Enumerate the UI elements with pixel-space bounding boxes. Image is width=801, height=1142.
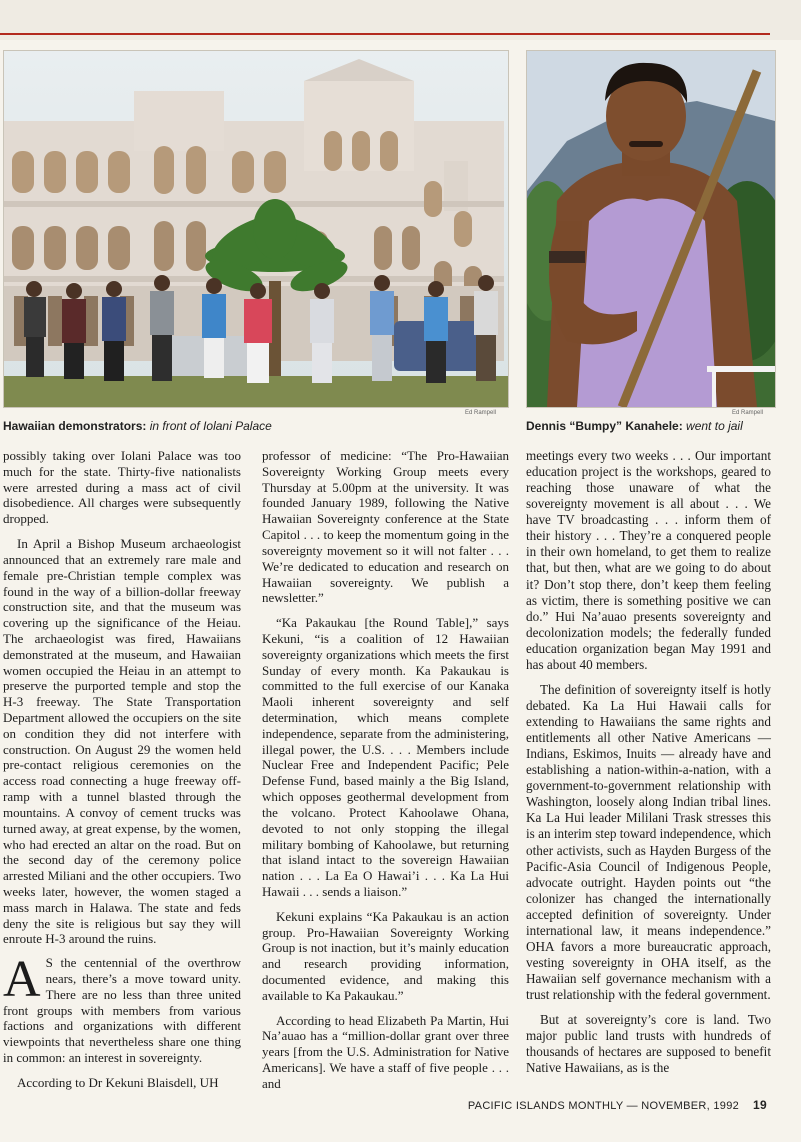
photo-iolani-palace: [3, 50, 509, 408]
col2-paragraph: professor of medicine: “The Pro-Hawaiian Sovereignty Working Group meets every Thursday at 5.00pm at the university. It was founded January 1989, following the Native Hawaiian Sovereignty conference at the State Capitol . . . to keep the momentum going in the sovereignty movement so it will not falter . . . We’re dedicated to education and research on Hawaiian sovereignty. We publish a newsletter.”: [262, 448, 509, 606]
left-caption-description: in front of Iolani Palace: [149, 419, 272, 433]
col1-dropcap-text: S the centennial of the overthrow nears, there’s a move toward unity. There are no less than three united front groups with members from various factions and organizations with different viewpoints that nevertheless share one thing in common: an interest in sovereignty.: [3, 955, 241, 1066]
col1-paragraph: According to Dr Kekuni Blaisdell, UH: [17, 1074, 219, 1090]
page-number: 19: [753, 1098, 767, 1112]
drop-cap: A: [3, 951, 41, 1009]
col1-paragraph: possibly taking over Iolani Palace was too much for the state. Thirty-five nationalists were arrested during a mass act of civil disobedience. All charges were subsequently dropped.: [3, 448, 241, 527]
col3-paragraph: The definition of sovereignty itself is hotly debated. Ka La Hui Hawaii calls for extending to Hawaiians the same rights and entitlements all other Native Americans — Indians, Eskimos, Inuits — already have and establishing a nation-within-a-nation, with a government-to-government relationship with Washington, loosely along Indian tribal lines. Ka La Hui leader Mililani Trask stresses this is an interim step toward independence, which other activists, such as Hayden Burgess of the Pacific-Asia Council of Indigenous People, advocate outright. Hayden points out “the colonizer has changed the internationally accepted definition of sovereignty. Under international law, it means independence.” OHA favors a more bureaucratic approach, vesting sovereignty in OHA itself, as the Hawaiian self governance mechanism with a trust relationship with the federal government.: [526, 681, 771, 1003]
header-rule: [0, 33, 770, 35]
article-column-2: [262, 448, 509, 1092]
left-caption-subject: Hawaiian demonstrators:: [3, 419, 147, 433]
right-photo-credit: Ed Rampell: [732, 410, 764, 416]
portrait-photo-illustration: [527, 51, 775, 407]
right-caption-description: went to jail: [686, 419, 743, 433]
col2-paragraph: According to head Elizabeth Pa Martin, Hui Na’auao has a “million-dollar grant over three years [from the U.S. Administration for Native Americans]. We have a staff of five people . . . and: [262, 1012, 509, 1091]
col3-paragraph: But at sovereignty’s core is land. Two major public land trusts with hundreds of thousands of hectares are supposed to benefit Native Hawaiians, as is the: [526, 1012, 771, 1076]
article-column-1: [3, 448, 241, 1091]
right-caption-subject: Dennis “Bumpy” Kanahele:: [526, 419, 683, 433]
photo-dennis-kanahele: [526, 50, 776, 408]
publication-name: PACIFIC ISLANDS MONTHLY — NOVEMBER, 1992: [467, 1100, 740, 1112]
left-photo-caption: [3, 419, 272, 433]
col2-paragraph: Kekuni explains “Ka Pakaukau is an action group. Pro-Hawaiian Sovereignty Working Group is not inaction, but it’s mainly education and research providing information, documented evidence, and making this available to Ka Pakaukau.”: [262, 908, 509, 1003]
col1-dropcap-paragraph: [3, 951, 241, 1066]
page-footer: [468, 1098, 767, 1112]
palace-photo-illustration: [4, 51, 508, 407]
right-photo-caption: [526, 419, 743, 433]
col3-paragraph: meetings every two weeks . . . Our important education project is the workshops, geared to reaching those unaware of what the sovereignty movement is all about . . . We have TV broadcasting . . . inform them of their history . . . They’re a conquered people in their own homeland, to get them to realize that, but then, what are we going to do about it? Don’t stop there, don’t keep them feeling as victim, there is something positive we can do.” Hui Na’auao presents sovereignty and decolonization models; the federally funded education organization began May 1991 and has about 40 members.: [526, 448, 771, 672]
article-column-3: [526, 448, 771, 1076]
col2-paragraph: “Ka Pakaukau [the Round Table],” says Kekuni, “is a coalition of 12 Hawaiian sovereignty organizations which meets the first Sunday of every month. Ka Pakaukau is committed to the full exercise of our Kanaka Maoli inherent sovereignty and self determination, which means complete independence, separate from the administering, illegal power, the U.S. . . . Members include Nuclear Free and Independent Pacific; Pele Defense Fund, based mainly a the Big Island, which opposes geothermal development from the volcano. Protect Kahoolawe Ohana, devoted to not only stopping the illegal military bombing of Kahoolawe, but returning that island intact to the sovereign Hawaiian nation . . . La Ea O Hawai’i . . . Ka La Hui Hawaii . . . sends a liaison.”: [262, 615, 509, 899]
left-photo-credit: Ed Rampell: [465, 410, 497, 416]
col1-paragraph: In April a Bishop Museum archaeologist announced that an extremely rare male and female pre-Christian temple complex was found in the way of a billion-dollar freeway construction site, and that the museum was covering up the significance of the Heiau. The archaeologist was fired, Hawaiians demonstrated at the museum, and Hawaiian women occupied the Heiau in an attempt to preserve the purported temple and stop the H-3 freeway. The State Transportation Department allowed the occupiers on the site on condition they did not interfere with construction. On August 29 the women held pre-contact religious ceremonies on the access road connecting a huge freeway off-ramp with a tunnel blasted through the mountains. A convoy of cement trucks was turned away, at great expense, by the women, who had erected an altar on the road. But on the second day of the ceremony police arrested Miliani and the other occupiers. Two weeks later, however, the women staged a mass march in Halawa. The state and feds deny the site is religious but say they will enroute H-3 around the ruins.: [3, 536, 241, 947]
